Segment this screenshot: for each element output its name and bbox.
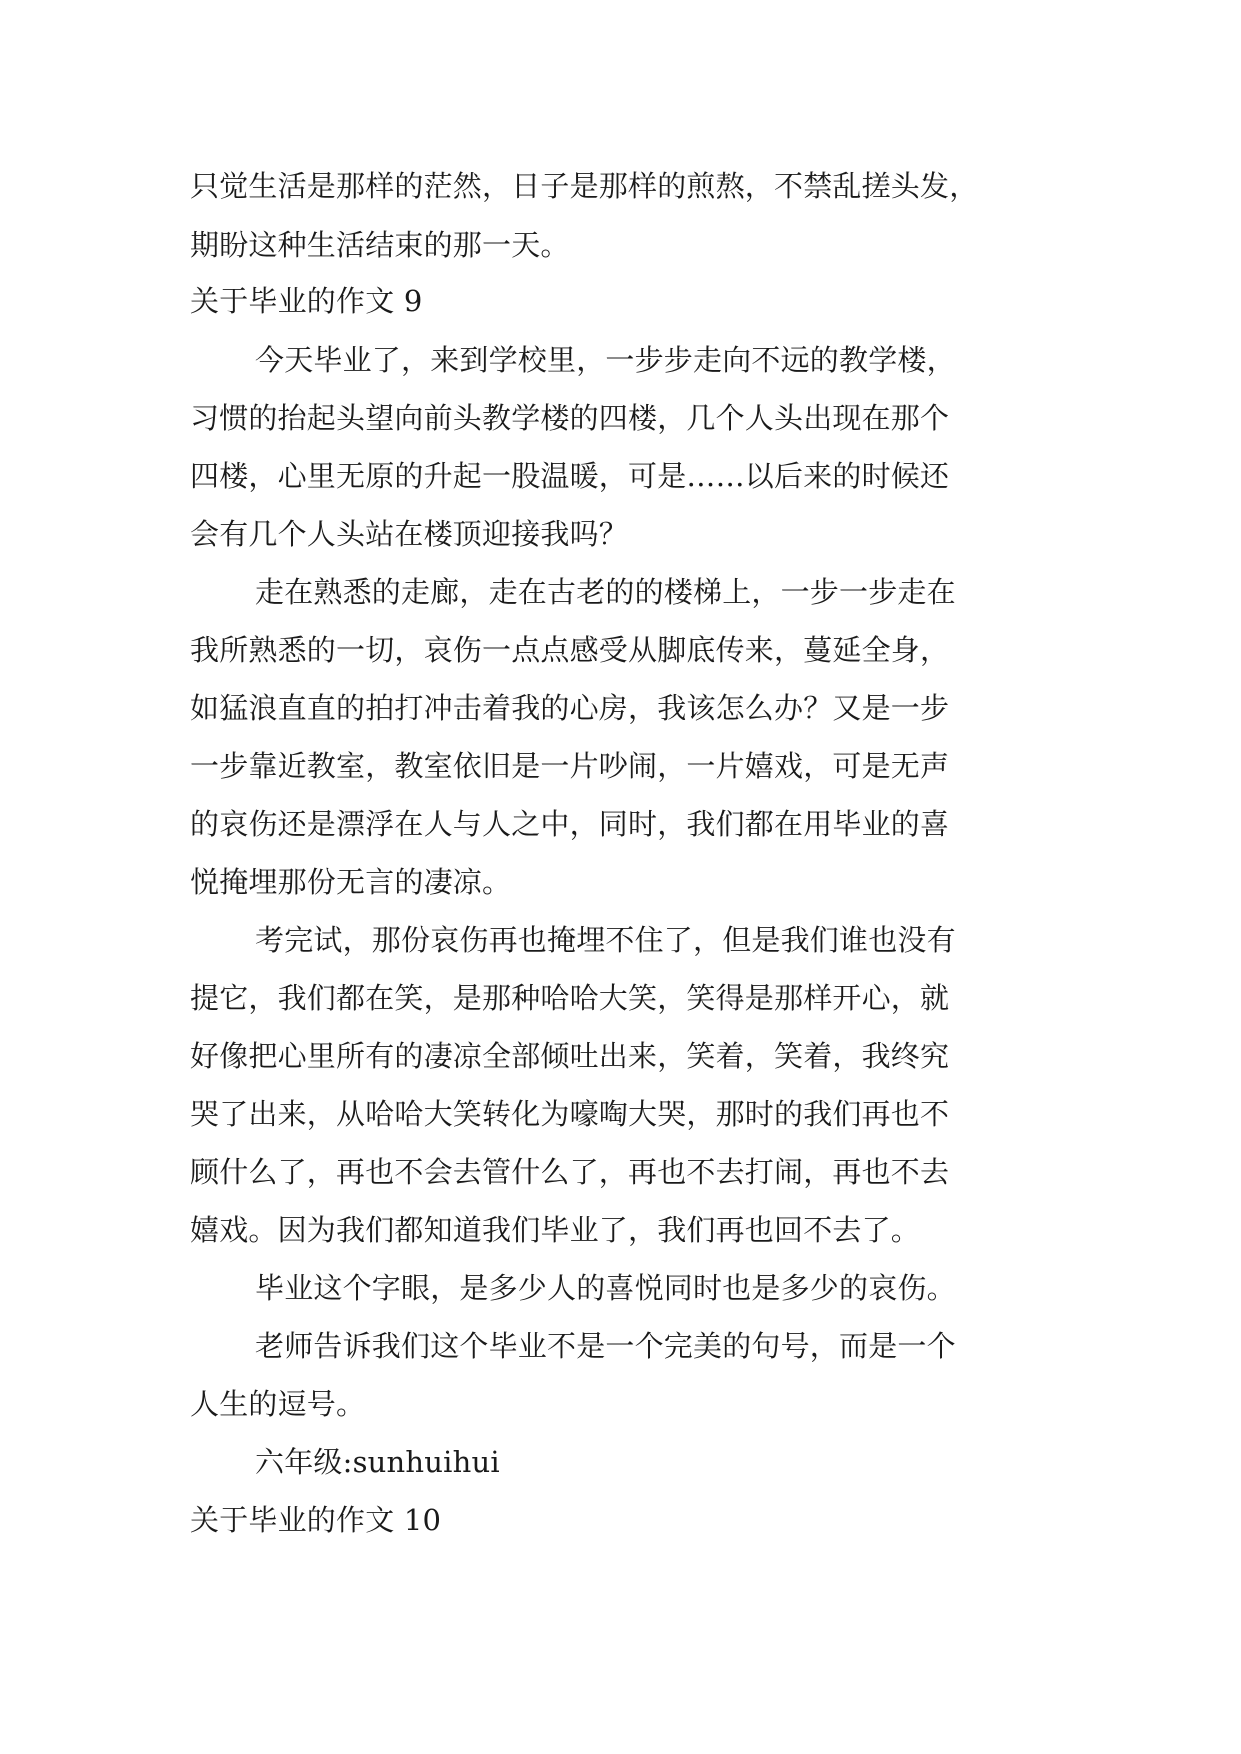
body-line: 好像把心里所有的凄凉全部倾吐出来，笑着，笑着，我终究 bbox=[190, 1039, 950, 1073]
paragraph-first-line: 走在熟悉的走廊，走在古老的的楼梯上，一步一步走在 bbox=[255, 575, 956, 609]
body-line: 顾什么了，再也不会去管什么了，再也不去打闹，再也不去 bbox=[190, 1155, 950, 1189]
author-line: 六年级:sunhuihui bbox=[255, 1445, 500, 1479]
body-line: 如猛浪直直的拍打冲击着我的心房，我该怎么办？又是一步 bbox=[190, 691, 950, 725]
section-heading: 关于毕业的作文 10 bbox=[190, 1503, 442, 1537]
paragraph-first-line: 考完试，那份哀伤再也掩埋不住了，但是我们谁也没有 bbox=[255, 923, 956, 957]
paragraph-first-line: 今天毕业了，来到学校里，一步步走向不远的教学楼， bbox=[255, 343, 956, 377]
body-line: 我所熟悉的一切，哀伤一点点感受从脚底传来，蔓延全身， bbox=[190, 633, 950, 667]
paragraph-first-line: 老师告诉我们这个毕业不是一个完美的句号，而是一个 bbox=[255, 1329, 956, 1363]
body-line: 的哀伤还是漂浮在人与人之中，同时，我们都在用毕业的喜 bbox=[190, 807, 950, 841]
body-line: 四楼，心里无原的升起一股温暖，可是……以后来的时候还 bbox=[190, 459, 950, 493]
body-line: 悦掩埋那份无言的凄凉。 bbox=[190, 865, 512, 899]
body-line: 会有几个人头站在楼顶迎接我吗？ bbox=[190, 517, 629, 551]
section-heading: 关于毕业的作文 9 bbox=[190, 284, 423, 318]
body-line: 习惯的抬起头望向前头教学楼的四楼，几个人头出现在那个 bbox=[190, 401, 950, 435]
body-line: 哭了出来，从哈哈大笑转化为嚎啕大哭，那时的我们再也不 bbox=[190, 1097, 950, 1131]
body-line: 一步靠近教室，教室依旧是一片吵闹，一片嬉戏，可是无声 bbox=[190, 749, 950, 783]
body-line: 期盼这种生活结束的那一天。 bbox=[190, 228, 570, 262]
body-line: 提它，我们都在笑，是那种哈哈大笑，笑得是那样开心，就 bbox=[190, 981, 950, 1015]
body-line: 只觉生活是那样的茫然，日子是那样的煎熬，不禁乱搓头发， bbox=[190, 169, 979, 203]
body-line: 嬉戏。因为我们都知道我们毕业了，我们再也回不去了。 bbox=[190, 1213, 921, 1247]
body-line: 人生的逗号。 bbox=[190, 1387, 366, 1421]
paragraph-first-line: 毕业这个字眼，是多少人的喜悦同时也是多少的哀伤。 bbox=[255, 1271, 956, 1305]
